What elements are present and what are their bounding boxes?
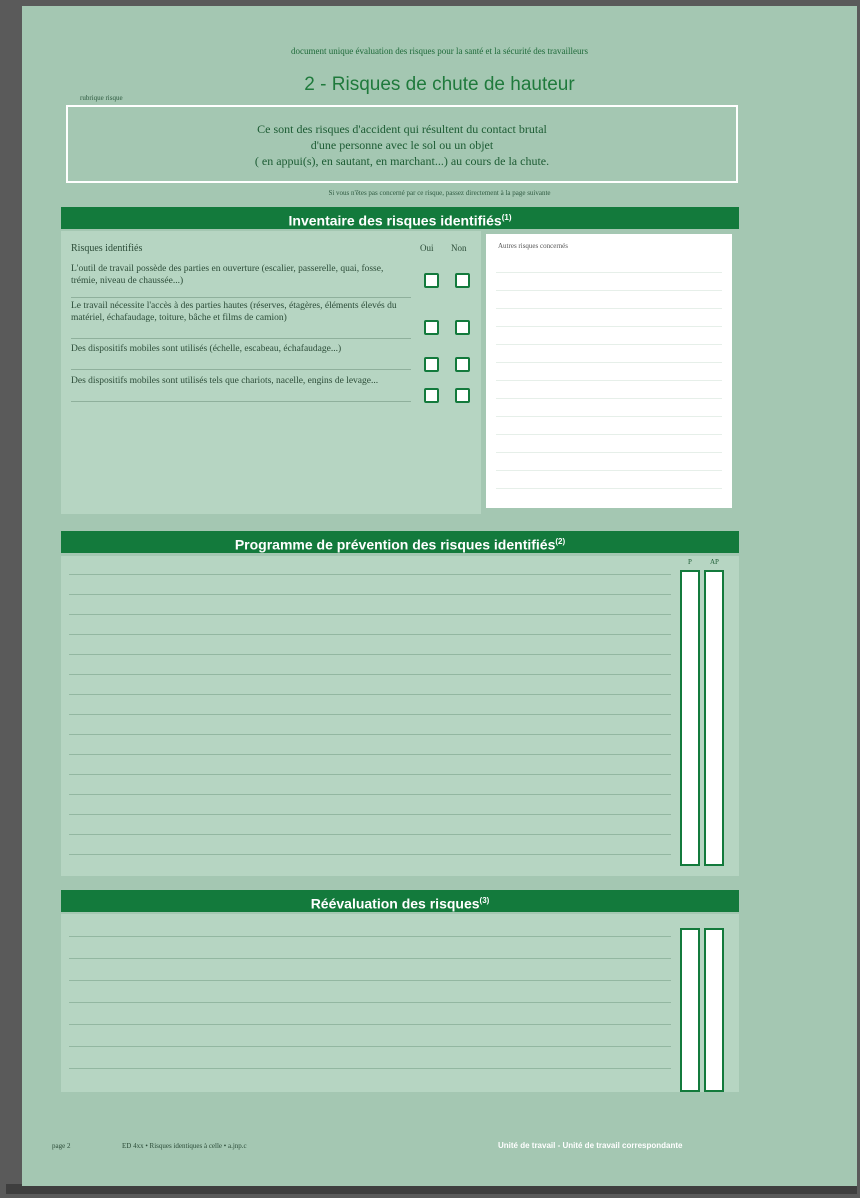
ruled-line <box>496 326 722 327</box>
ruled-line <box>496 272 722 273</box>
other-risks-label: Autres risques concernés <box>498 242 568 250</box>
ap-column-box[interactable] <box>704 928 724 1092</box>
inventory-band: Inventaire des risques identifiés$^{(1)}$ <box>61 207 739 229</box>
ruled-line <box>69 1046 671 1047</box>
definition-box <box>66 105 738 183</box>
ruled-line <box>69 754 671 755</box>
ruled-line <box>496 290 722 291</box>
ruled-line <box>69 854 671 855</box>
ruled-line <box>496 344 722 345</box>
ruled-line <box>496 470 722 471</box>
ruled-line <box>69 794 671 795</box>
inventory-title: Inventaire des risques identifiés <box>288 212 502 229</box>
ruled-line <box>496 452 722 453</box>
ruled-line <box>496 380 722 381</box>
risk-item: Des dispositifs mobiles sont utilisés tels que chariots, nacelle, engins de levage... <box>71 375 411 402</box>
other-risks-box[interactable] <box>486 234 732 508</box>
p-column-box[interactable] <box>680 928 700 1092</box>
oui-checkbox[interactable] <box>424 357 439 372</box>
inventory-panel <box>61 231 481 514</box>
ruled-line <box>69 1024 671 1025</box>
ruled-line <box>69 980 671 981</box>
instruction-text: Si vous n'êtes pas concerné par ce risque, passez directement à la page suivante <box>328 189 551 197</box>
footer-reference: ED 4xx • Risques identiques à celle • a.jnp.c <box>122 1142 247 1150</box>
oui-checkbox[interactable] <box>424 320 439 335</box>
ruled-line <box>69 1002 671 1003</box>
ruled-line <box>69 614 671 615</box>
ruled-line <box>69 634 671 635</box>
ruled-line <box>69 714 671 715</box>
risk-item: Le travail nécessite l'accès à des parties hautes (réserves, étagères, éléments élevés du matériel, échafaudage, toiture, bâche et films de camion) <box>71 300 411 339</box>
risk-item: Des dispositifs mobiles sont utilisés (échelle, escabeau, échafaudage...) <box>71 343 411 370</box>
ruled-line <box>69 936 671 937</box>
ruled-line <box>69 594 671 595</box>
non-checkbox[interactable] <box>455 388 470 403</box>
p-column-box[interactable] <box>680 570 700 866</box>
reevaluation-title: Réévaluation des risques <box>310 895 480 912</box>
col-ap-label: AP <box>710 558 719 566</box>
ruled-line <box>496 398 722 399</box>
ruled-line <box>496 362 722 363</box>
ruled-line <box>69 958 671 959</box>
ruled-line <box>69 674 671 675</box>
ruled-line <box>69 1068 671 1069</box>
oui-checkbox[interactable] <box>424 388 439 403</box>
footer-unit: Unité de travail - Unité de travail correspondante <box>498 1141 683 1150</box>
prevention-band: Programme de prévention des risques identifiés$^{(2)}$ <box>61 531 739 553</box>
document-page <box>22 6 857 1186</box>
non-checkbox[interactable] <box>455 273 470 288</box>
col-oui-label: Oui <box>420 243 434 253</box>
risks-header: Risques identifiés <box>71 243 143 254</box>
ruled-line <box>69 654 671 655</box>
rubric-label: rubrique risque <box>80 94 123 102</box>
ap-column-box[interactable] <box>704 570 724 866</box>
page-number: page 2 <box>52 1142 71 1150</box>
non-checkbox[interactable] <box>455 357 470 372</box>
reevaluation-panel[interactable] <box>61 914 739 1092</box>
ruled-line <box>69 774 671 775</box>
ruled-line <box>496 308 722 309</box>
ruled-line <box>496 434 722 435</box>
non-checkbox[interactable] <box>455 320 470 335</box>
ruled-line <box>69 814 671 815</box>
ruled-line <box>69 834 671 835</box>
prevention-panel[interactable] <box>61 556 739 876</box>
oui-checkbox[interactable] <box>424 273 439 288</box>
ruled-line <box>496 488 722 489</box>
col-p-label: P <box>688 558 692 566</box>
risk-item: L'outil de travail possède des parties en ouverture (escalier, passerelle, quai, fosse, trémie, niveau de chaussée...) <box>71 263 411 298</box>
page-title: 2 - Risques de chute de hauteur <box>304 74 575 95</box>
definition-line: ( en appui(s), en sautant, en marchant...) au cours de la chute. <box>254 154 550 168</box>
top-note: document unique évaluation des risques pour la santé et la sécurité des travailleurs <box>291 46 588 56</box>
definition-line: Ce sont des risques d'accident qui résultent du contact brutal <box>257 122 547 136</box>
ruled-line <box>69 694 671 695</box>
ruled-line <box>69 734 671 735</box>
ruled-line <box>69 574 671 575</box>
col-non-label: Non <box>451 243 467 253</box>
ruled-line <box>496 416 722 417</box>
prevention-title: Programme de prévention des risques identifiés <box>234 536 556 553</box>
definition-line: d'une personne avec le sol ou un objet <box>310 138 494 152</box>
reevaluation-band: Réévaluation des risques$^{(3)}$ <box>61 890 739 912</box>
